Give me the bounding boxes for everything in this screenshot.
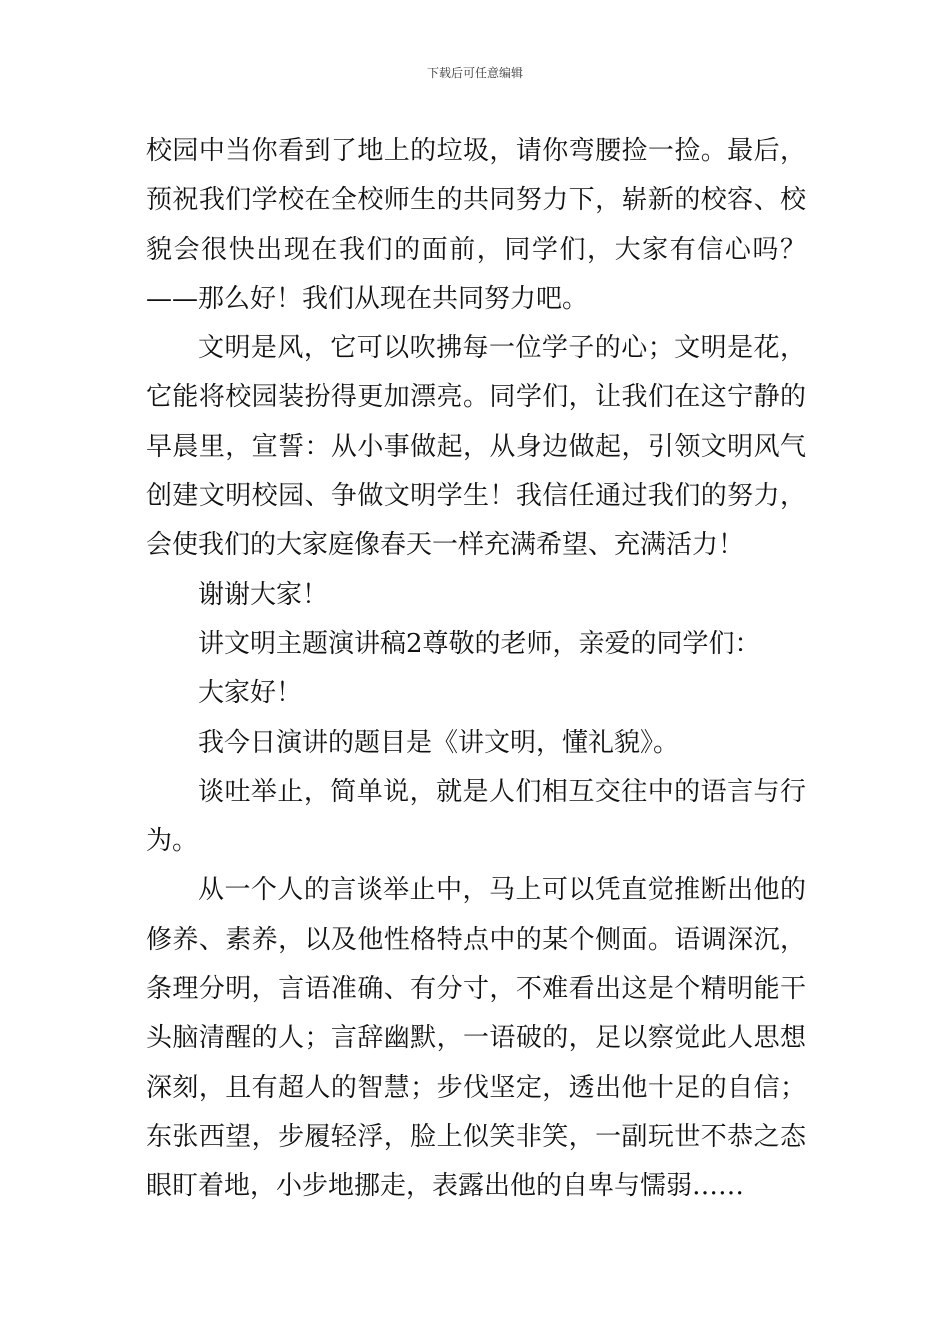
paragraph: 校园中当你看到了地上的垃圾，请你弯腰捡一捡。最后，预祝我们学校在全校师生的共同努力下，崭新的校容、校貌会很快出现在我们的面前，同学们，大家有信心吗？——那么好！我们从现在共同努力吧。 <box>146 136 806 314</box>
page-header: 下载后可任意编辑 <box>426 66 523 80</box>
paragraph: 文明是风，它可以吹拂每一位学子的心；文明是花，它能将校园装扮得更加漂亮。同学们，让我们在这宁静的早晨里，宣誓：从小事做起，从身边做起，引领文明风气创建文明校园、争做文明学生！我信任通过我们的努力，会使我们的大家庭像春天一样充满希望、充满活力！ <box>146 333 806 561</box>
paragraph: 谢谢大家！ <box>198 579 329 610</box>
paragraph: 谈吐举止，简单说，就是人们相互交往中的语言与行为。 <box>146 776 806 857</box>
paragraph: 讲文明主题演讲稿2尊敬的老师，亲爱的同学们： <box>198 628 761 659</box>
paragraph: 从一个人的言谈举止中，马上可以凭直觉推断出他的修养、素养，以及他性格特点中的某个侧面。语调深沉，条理分明，言语准确、有分寸，不难看出这是个精明能干头脑清醒的人；言辞幽默，一语破的，足以察觉此人思想深刻，且有超人的智慧；步伐坚定，透出他十足的自信；东张西望，步履轻浮，脸上似笑非笑，一副玩世不恭之态眼盯着地，小步地挪走，表露出他的自卑与懦弱…… <box>146 875 806 1202</box>
paragraph: 大家好！ <box>198 678 303 709</box>
paragraph: 我今日演讲的题目是《讲文明，懂礼貌》。 <box>198 727 680 758</box>
document-body <box>146 127 806 1212</box>
